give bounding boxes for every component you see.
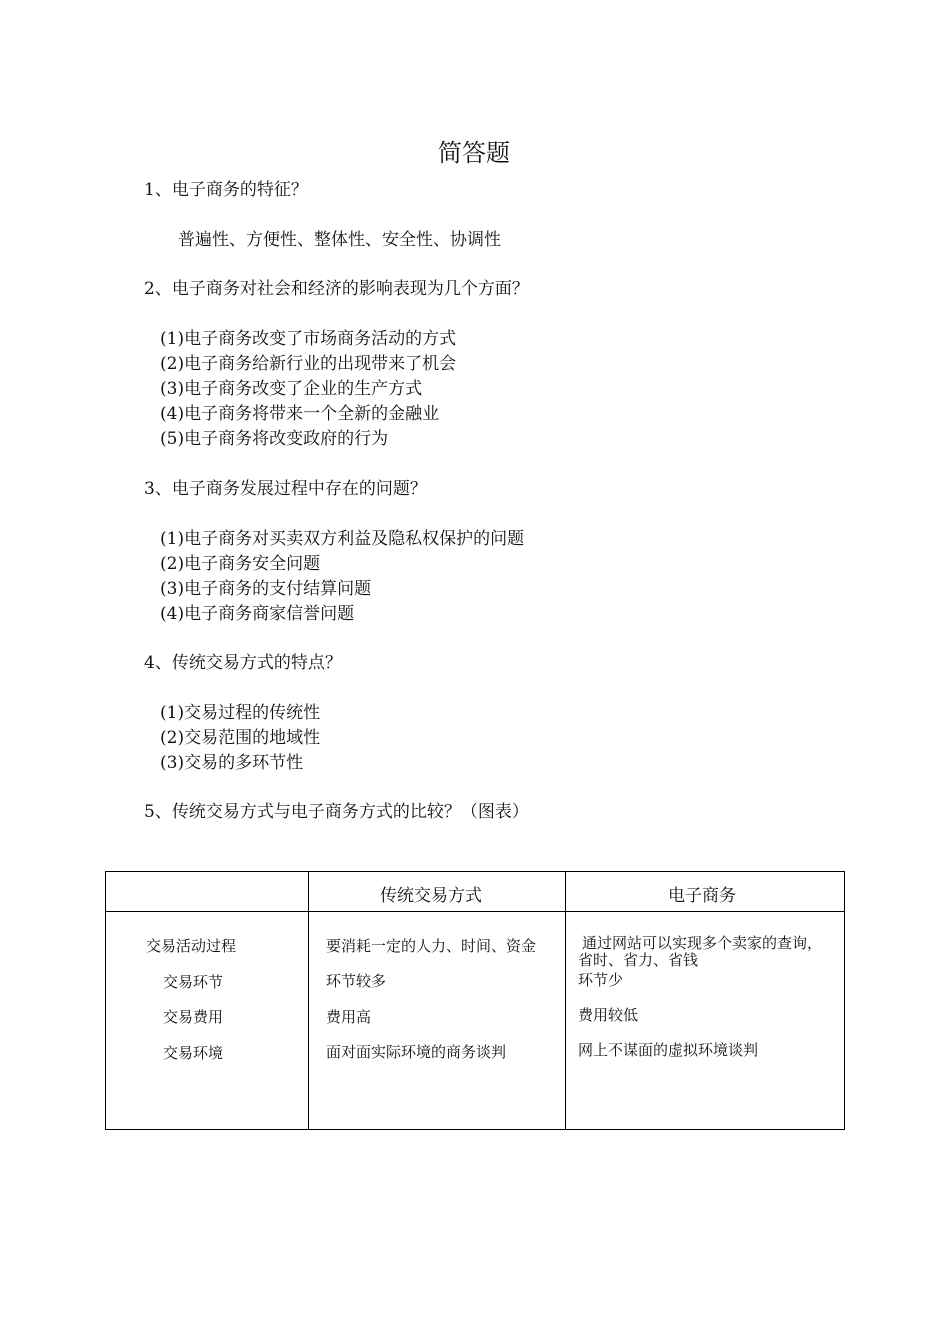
table-cell-ecommerce: 环节少 — [578, 971, 624, 989]
list-item: (4)电子商务将带来一个全新的金融业 — [160, 404, 440, 424]
list-item: (5)电子商务将改变政府的行为 — [160, 429, 389, 449]
table-column-divider — [565, 871, 566, 1130]
table-column-divider — [308, 871, 309, 1130]
table-border-top — [105, 871, 845, 872]
table-cell-traditional: 费用高 — [326, 1008, 372, 1026]
table-row-label: 交易环节 — [163, 973, 224, 991]
question-4: 4、传统交易方式的特点？ — [144, 653, 342, 673]
list-item: (3)电子商务的支付结算问题 — [160, 579, 372, 599]
table-cell-ecommerce: 通过网站可以实现多个卖家的查询，省时、省力、省钱 — [578, 934, 823, 969]
table-border-left — [105, 871, 106, 1130]
list-item: (2)电子商务安全问题 — [160, 554, 321, 574]
table-cell-traditional: 要消耗一定的人力、时间、资金 — [326, 937, 537, 955]
table-cell-traditional: 环节较多 — [326, 972, 387, 990]
list-item: (3)电子商务改变了企业的生产方式 — [160, 379, 423, 399]
table-row-label: 交易活动过程 — [146, 937, 237, 955]
table-header-traditional: 传统交易方式 — [380, 886, 482, 906]
list-item: (1)电子商务改变了市场商务活动的方式 — [160, 329, 457, 349]
table-border-right — [844, 871, 845, 1130]
list-item: (3)交易的多环节性 — [160, 753, 304, 773]
table-cell-traditional: 面对面实际环境的商务谈判 — [326, 1043, 507, 1061]
list-item: (4)电子商务商家信誉问题 — [160, 604, 355, 624]
list-item: (2)交易范围的地域性 — [160, 728, 321, 748]
table-row-label: 交易环境 — [163, 1044, 224, 1062]
question-2: 2、电子商务对社会和经济的影响表现为几个方面？ — [144, 279, 529, 299]
list-item: (1)电子商务对买卖双方利益及隐私权保护的问题 — [160, 529, 525, 549]
table-row-label: 交易费用 — [163, 1008, 224, 1026]
table-header-ecommerce: 电子商务 — [668, 886, 736, 906]
table-border-bottom — [105, 1129, 845, 1130]
table-cell-ecommerce: 网上不谋面的虚拟环境谈判 — [578, 1041, 759, 1059]
table-header-divider — [105, 911, 845, 912]
question-3: 3、电子商务发展过程中存在的问题？ — [144, 479, 427, 499]
question-1: 1、电子商务的特征？ — [144, 180, 308, 200]
question-5: 5、传统交易方式与电子商务方式的比较？（图表） — [144, 802, 529, 822]
list-item: (1)交易过程的传统性 — [160, 703, 321, 723]
list-item: (2)电子商务给新行业的出现带来了机会 — [160, 354, 457, 374]
answer-1: 普遍性、方便性、整体性、安全性、协调性 — [178, 230, 501, 250]
table-cell-ecommerce: 费用较低 — [578, 1006, 639, 1024]
page-title: 简答题 — [438, 139, 510, 167]
